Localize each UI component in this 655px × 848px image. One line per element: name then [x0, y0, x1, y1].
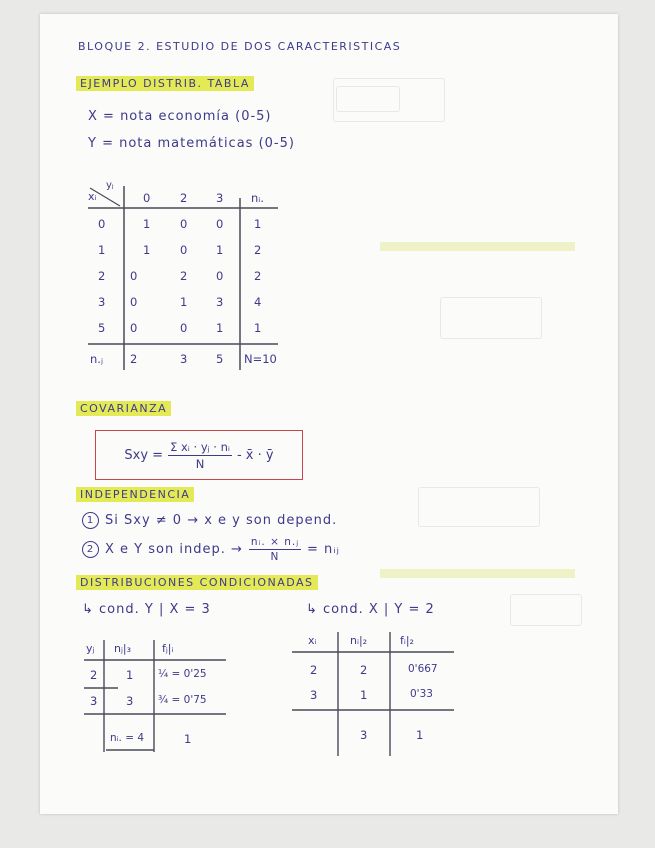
item-number-badge: 2 [82, 541, 99, 558]
formula-numerator: Σ xᵢ · yⱼ · nᵢ [170, 439, 230, 454]
covariance-formula-box [95, 430, 303, 480]
row-ni: 2 [254, 269, 262, 283]
nj-label: n.ⱼ [90, 352, 103, 366]
frequency-table [88, 180, 278, 374]
cond-left-header: yⱼ [86, 642, 95, 655]
cell: 1 [216, 243, 224, 257]
cond-left-cell: ¼ = 0'25 [158, 668, 207, 680]
item-2-post: = nᵢⱼ [307, 542, 340, 557]
cond-right-title: ↳ cond. X | Y = 2 [306, 602, 435, 617]
cell: 1 [143, 243, 151, 257]
ghost-box [418, 487, 540, 527]
cond-left-cell: ¾ = 0'75 [158, 694, 207, 706]
row-x: 3 [98, 295, 106, 309]
formula-tail: - x̄ · ȳ [236, 447, 274, 463]
row-ni: 1 [254, 217, 262, 231]
cond-left-header: nⱼ|₃ [114, 642, 132, 655]
cond-right-grid [292, 630, 462, 760]
formula-lhs: Sxy = [124, 447, 164, 463]
cell: 0 [180, 321, 188, 335]
cond-right-cell: 2 [360, 663, 368, 677]
independencia-heading-text: INDEPENDENCIA [76, 487, 194, 502]
col-header: 2 [180, 191, 188, 205]
cond-right-cell: 1 [360, 688, 368, 702]
notebook-page [40, 14, 618, 814]
cell: 0 [180, 243, 188, 257]
corner-y-label: yⱼ [106, 180, 114, 191]
cond-right-header: fᵢ|₂ [400, 634, 414, 647]
cond-left-table [84, 638, 234, 758]
row-x: 1 [98, 243, 106, 257]
cond-right-table [292, 630, 462, 760]
y-definition: Y = nota matemáticas (0-5) [88, 136, 295, 151]
cell: 0 [130, 269, 138, 283]
independencia-item-2 [82, 536, 340, 563]
cell: 0 [130, 321, 138, 335]
independencia-item-1 [82, 512, 337, 529]
row-x: 0 [98, 217, 106, 231]
row-ni: 1 [254, 321, 262, 335]
cond-right-header: xᵢ [308, 634, 317, 647]
cell: 1 [216, 321, 224, 335]
row-x: 5 [98, 321, 106, 335]
ejemplo-heading-text: EJEMPLO DISTRIB. TABLA [76, 76, 254, 91]
item-2-denominator: N [270, 551, 280, 563]
cond-right-header: nᵢ|₂ [350, 634, 368, 647]
cond-right-cell: 2 [310, 663, 318, 677]
cond-left-footer: nᵢ. = 4 [110, 732, 145, 744]
page-header-text: BLOQUE 2. ESTUDIO DE DOS CARACTERISTICAS [78, 40, 402, 53]
cond-right-cell: 3 [310, 688, 318, 702]
condicionadas-heading-text: DISTRIBUCIONES CONDICIONADAS [76, 575, 318, 590]
condicionadas-heading [76, 576, 318, 589]
nj-value: 5 [216, 352, 224, 366]
page-header [78, 40, 598, 53]
ghost-highlight [380, 569, 575, 578]
ghost-box [336, 86, 400, 112]
cond-left-footer: 1 [184, 732, 192, 746]
cell: 1 [180, 295, 188, 309]
cell: 0 [216, 217, 224, 231]
formula-denominator: N [195, 456, 205, 471]
nj-value: 2 [130, 352, 138, 366]
item-2-pre: X e Y son indep. → [105, 542, 243, 557]
corner-x-label: xᵢ [88, 190, 97, 203]
cond-left-cell: 2 [90, 668, 98, 682]
x-definition: X = nota economía (0-5) [88, 109, 272, 124]
col-header: 3 [216, 191, 224, 205]
cell: 0 [130, 295, 138, 309]
cell: 1 [143, 217, 151, 231]
cond-right-cell: 0'33 [410, 688, 433, 700]
cell: 3 [216, 295, 224, 309]
row-ni: 2 [254, 243, 262, 257]
item-1-text: Si Sxy ≠ 0 → x e y son depend. [105, 513, 338, 528]
independencia-heading [76, 488, 194, 501]
cell: 0 [180, 217, 188, 231]
item-2-numerator: nᵢ. × n.ⱼ [250, 536, 300, 548]
cell: 2 [180, 269, 188, 283]
covarianza-heading-text: COVARIANZA [76, 401, 171, 416]
ghost-highlight [380, 242, 575, 251]
ghost-box [440, 297, 542, 339]
cond-right-footer: 3 [360, 728, 368, 742]
cond-right-cell: 0'667 [408, 663, 438, 675]
item-number-badge: 1 [82, 512, 99, 529]
col-header: 0 [143, 191, 151, 205]
ejemplo-heading [76, 77, 254, 90]
cond-left-title: ↳ cond. Y | X = 3 [82, 602, 211, 617]
cond-left-cell: 3 [126, 694, 134, 708]
row-x: 2 [98, 269, 106, 283]
cond-left-cell: 3 [90, 694, 98, 708]
nj-value: 3 [180, 352, 188, 366]
cond-right-footer: 1 [416, 728, 424, 742]
covarianza-heading [76, 402, 171, 415]
row-ni: 4 [254, 295, 262, 309]
cond-left-cell: 1 [126, 668, 134, 682]
ghost-box [510, 594, 582, 626]
formula-fraction [168, 440, 232, 471]
item-2-fraction [249, 536, 301, 563]
total-n: N=10 [244, 352, 277, 366]
cond-left-header: fⱼ|ᵢ [162, 642, 174, 655]
cell: 0 [216, 269, 224, 283]
ni-header: nᵢ. [251, 191, 264, 205]
